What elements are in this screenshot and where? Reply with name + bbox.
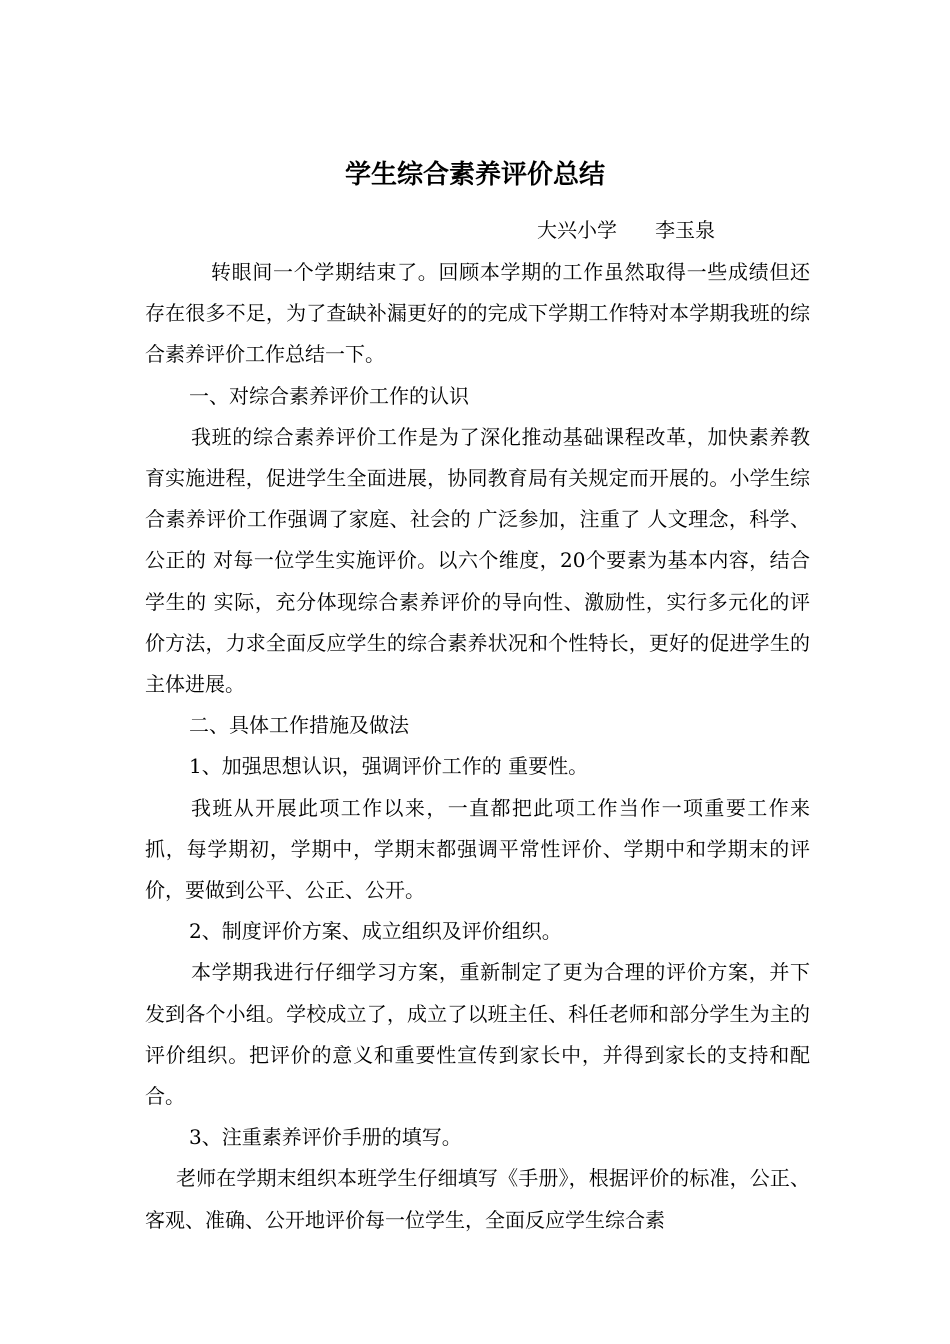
paragraph-measure-2: 本学期我进行仔细学习方案，重新制定了更为合理的评价方案，并下发到各个小组。学校成立了，成立了以班主任、科任老师和部分学生为主的评价组织。把评价的意义和重要性宣传到家长中，并得到家长的支持和配合。 — [145, 960, 810, 1109]
document-body — [145, 252, 810, 1241]
document-title: 学生综合素养评价总结 — [344, 160, 605, 190]
paragraph-understanding: 我班的综合素养评价工作是为了深化推动基础课程改革，加快素养教育实施进程，促进学生全面进展，协同教育局有关规定而开展的。小学生综合素养评价工作强调了家庭、社会的 广泛参加，注重了 人文理念，科学、公正的 对每一位学生实施评价。以六个维度，20个要素为基本内容，结合学生的 实际，充分体现综合素养评价的导向性、激励性，实行多元化的评价方法，力求全面反应学生的综合素养状况和个性特长，更好的促进学生的 主体进展。 — [145, 424, 810, 697]
section-heading-2: 二、具体工作措施及做法 — [189, 713, 409, 738]
subheading-2: 2、制度评价方案、成立组织及评价组织。 — [189, 919, 562, 944]
subheading-1: 1、加强思想认识，强调评价工作的 重要性。 — [189, 754, 589, 779]
paragraph-intro: 转眼间一个学期结束了。回顾本学期的工作虽然取得一些成绩但还存在很多不足，为了查缺补漏更好的的完成下学期工作特对本学期我班的综合素养评价工作总结一下。 — [145, 260, 810, 367]
paragraph-measure-3: 老师在学期末组织本班学生仔细填写《手册》，根据评价的标准，公正、客观、准确、公开地评价每一位学生，全面反应学生综合素 — [145, 1166, 810, 1232]
subheading-3: 3、注重素养评价手册的填写。 — [189, 1125, 462, 1150]
paragraph-measure-1: 我班从开展此项工作以来，一直都把此项工作当作一项重要工作来抓，每学期初，学期中，学期末都强调平常性评价、学期中和学期末的评价，要做到公平、公正、公开。 — [145, 795, 810, 903]
author-line: 大兴小学 李玉泉 — [537, 218, 716, 242]
section-heading-1: 一、对综合素养评价工作的认识 — [189, 383, 469, 408]
